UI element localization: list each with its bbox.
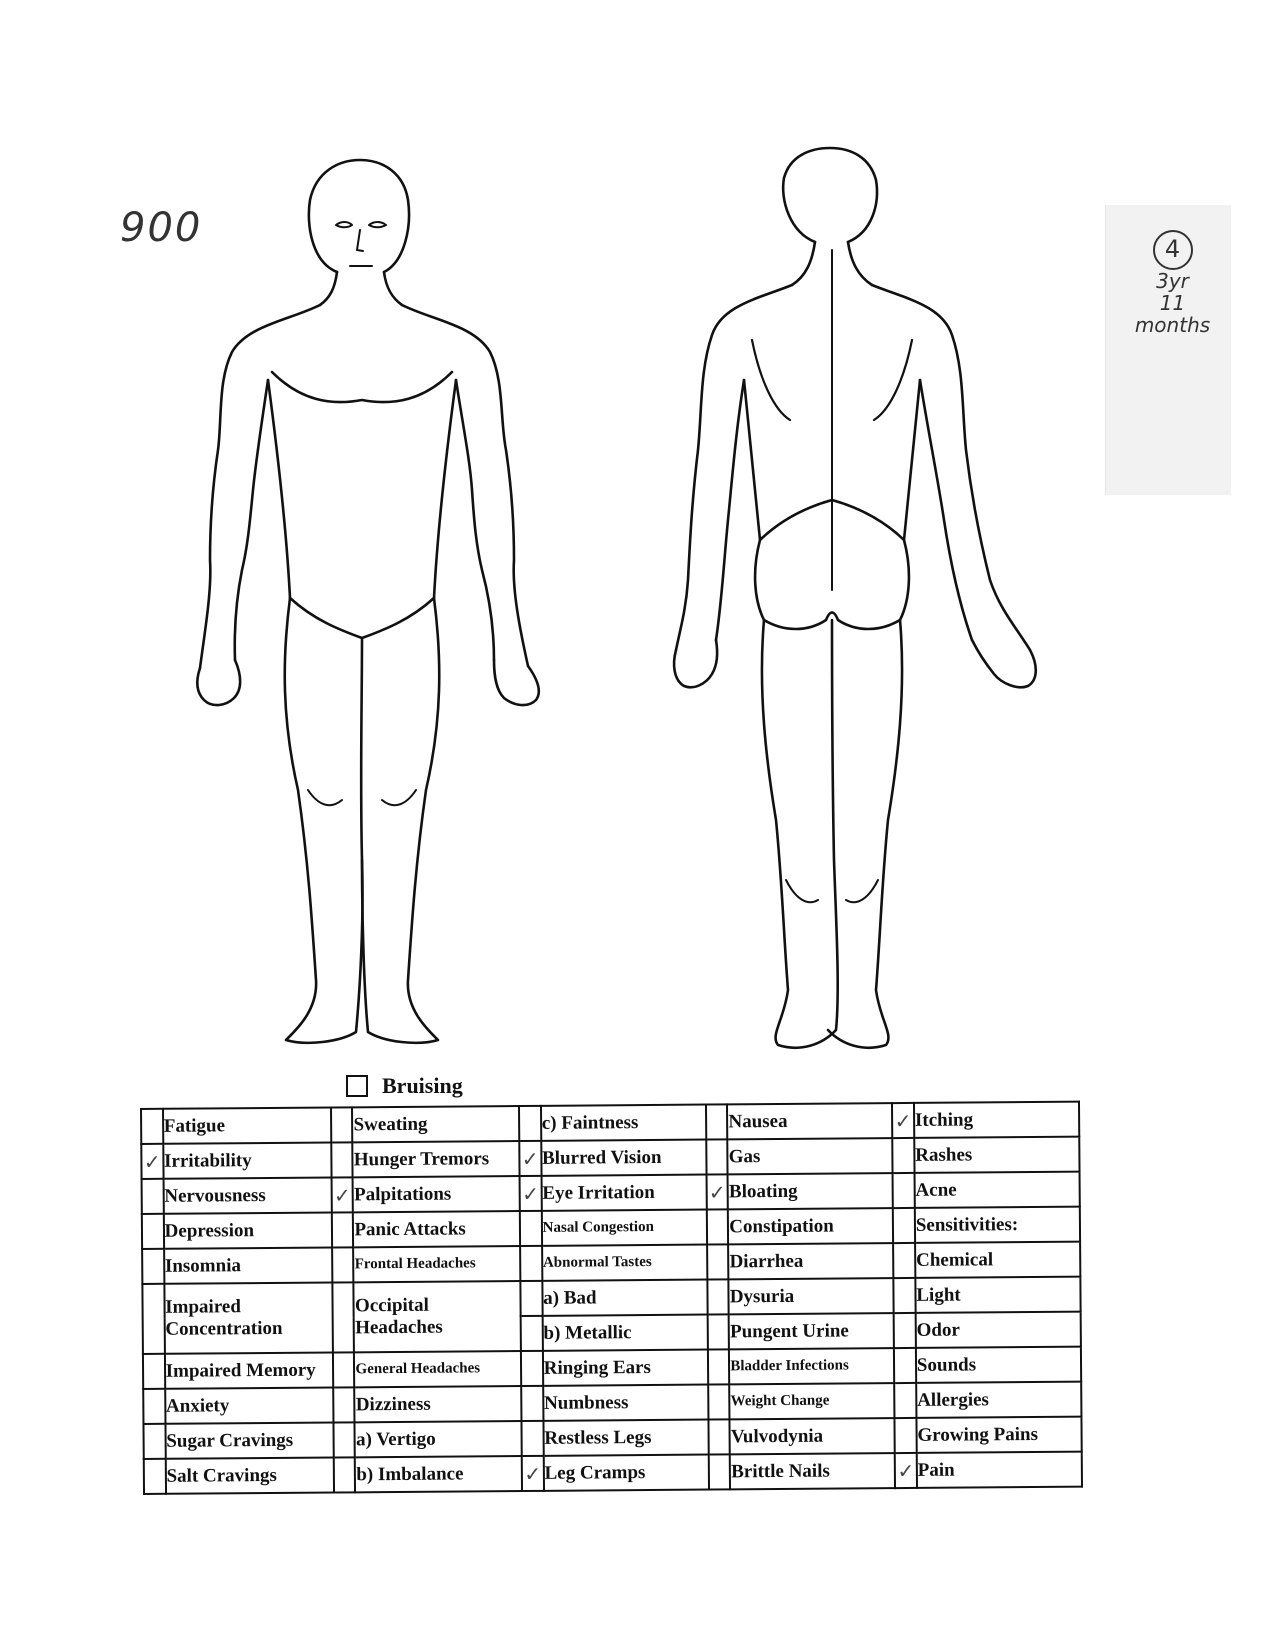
symptom-label: a) Bad [542,1280,707,1316]
symptom-label: Bloating [728,1173,893,1209]
front-left-inner-arm [235,380,268,660]
back-calves [786,880,878,902]
back-right-hand [972,640,1036,687]
symptoms-checklist-table [140,1101,1083,1495]
back-neck-left [792,242,815,285]
front-chest-line [272,372,452,402]
symptom-label: Acne [914,1172,1079,1208]
symptom-label: Dysuria [729,1278,894,1314]
symptom-label: Growing Pains [916,1417,1081,1453]
symptom-label: Impaired Memory [165,1352,333,1388]
checkbox-cell[interactable] [521,1316,543,1351]
checkbox-cell[interactable] [708,1349,730,1384]
front-right-leg [362,598,439,1043]
symptom-label: Vulvodynia [730,1418,895,1454]
front-left-shoulder-arm [200,305,320,668]
symptom-label: Anxiety [165,1387,333,1423]
symptom-label: Nausea [727,1103,892,1139]
side-note-line-1: 3yr [1156,269,1189,293]
checkbox-cell[interactable]: ✓ [522,1456,544,1491]
checkbox-cell[interactable] [707,1279,729,1314]
checkbox-cell[interactable] [142,1214,164,1249]
front-head [309,160,409,272]
circled-number: 4 [1153,230,1193,270]
bruising-option[interactable] [346,1073,463,1099]
symptom-label: Fatigue [163,1108,331,1144]
symptom-label: b) Imbalance [355,1456,522,1492]
checkbox-cell[interactable] [706,1209,728,1244]
checkbox-cell[interactable] [894,1313,916,1348]
symptom-label: Nervousness [163,1177,331,1213]
back-head [783,148,877,242]
checkbox-cell[interactable] [144,1459,166,1494]
symptom-label: b) Metallic [542,1315,707,1351]
symptom-label: Blurred Vision [541,1140,706,1176]
symptom-label: Numbness [543,1385,708,1421]
symptom-label: Sweating [352,1106,519,1142]
checkbox-cell[interactable] [522,1421,544,1456]
handwritten-number: 900 [120,205,203,251]
checkbox-cell[interactable] [143,1424,165,1459]
symptom-label: Salt Cravings [165,1457,333,1493]
symptom-label: Eye Irritation [541,1175,706,1211]
front-right-shoulder-arm [402,305,528,666]
checkbox-cell[interactable] [332,1282,354,1352]
checkbox-cell[interactable] [141,1109,163,1144]
checkbox-cell[interactable]: ✓ [520,1176,542,1211]
symptom-label: Bladder Infections [729,1348,894,1384]
table-row [144,1452,1082,1494]
checkbox-cell[interactable] [142,1179,164,1214]
symptom-label: Insomnia [164,1247,332,1283]
checkbox-cell[interactable] [521,1351,543,1386]
symptom-label: Ringing Ears [543,1350,708,1386]
checkbox-cell[interactable]: ✓ [892,1103,914,1138]
checkbox-cell[interactable] [332,1212,354,1247]
checkbox-cell[interactable]: ✓ [519,1141,541,1176]
checkbox-cell[interactable] [331,1107,353,1142]
checkbox-cell[interactable] [331,1142,353,1177]
checkbox-cell[interactable] [892,1138,914,1173]
symptom-label: Restless Legs [543,1420,708,1456]
checkbox-cell[interactable] [332,1247,354,1282]
symptom-label: Constipation [728,1208,893,1244]
symptom-label: Frontal Headaches [354,1246,521,1282]
checkbox-cell[interactable] [520,1211,542,1246]
front-groin [290,598,434,638]
checkbox-cell[interactable] [334,1457,356,1492]
symptom-label: Odor [915,1312,1080,1348]
checkbox-cell[interactable] [333,1352,355,1387]
symptom-label: Brittle Nails [730,1453,895,1489]
back-body-figure[interactable] [674,148,1036,1048]
symptom-label: Allergies [916,1382,1081,1418]
symptom-label: Sounds [916,1347,1081,1383]
checkbox-cell[interactable]: ✓ [141,1144,163,1179]
symptom-label: Sensitivities: [915,1207,1080,1243]
checkbox-cell[interactable] [708,1384,730,1419]
front-eyes [336,222,386,227]
checkbox-cell[interactable] [706,1139,728,1174]
checkbox-cell[interactable] [143,1354,165,1389]
checkbox-cell[interactable] [520,1246,542,1281]
back-torso-left [744,380,760,540]
checkbox-cell[interactable] [893,1208,915,1243]
checkbox-cell[interactable] [707,1244,729,1279]
checkbox-cell[interactable] [895,1418,917,1453]
checkbox-cell[interactable] [142,1249,164,1284]
back-torso-right [904,380,920,540]
checkbox-cell[interactable] [520,1281,542,1316]
symptom-label: Hunger Tremors [353,1141,520,1177]
checkbox-cell[interactable] [519,1106,541,1141]
back-right-shoulder-arm [872,285,1030,650]
checkbox-cell[interactable] [707,1314,729,1349]
front-body-figure[interactable] [197,160,538,1043]
symptom-label: Diarrhea [728,1243,893,1279]
symptom-label: c) Faintness [541,1105,706,1141]
front-nose-mouth [350,230,372,266]
checkbox-cell[interactable] [894,1278,916,1313]
back-left-leg [762,620,838,1048]
symptom-label: Gas [728,1138,893,1174]
checkbox-cell[interactable]: ✓ [331,1177,353,1212]
front-left-hand [197,660,240,705]
symptom-label: Sugar Cravings [165,1422,333,1458]
checkbox-cell[interactable] [708,1454,730,1489]
back-right-leg [828,620,902,1048]
symptom-label: Impaired Concentration [164,1282,333,1353]
checkbox-cell[interactable] [333,1387,355,1422]
symptom-label: General Headaches [354,1351,521,1387]
checkbox-cell[interactable] [333,1422,355,1457]
checkbox-cell[interactable] [894,1348,916,1383]
checkbox-cell[interactable] [521,1386,543,1421]
checkbox-cell[interactable] [893,1243,915,1278]
back-left-inner-arm [716,380,744,640]
checkbox-cell[interactable]: ✓ [895,1453,917,1488]
checkbox-cell[interactable] [708,1419,730,1454]
symptom-label: Panic Attacks [353,1211,520,1247]
symptom-label: Palpitations [353,1176,520,1212]
symptom-label: a) Vertigo [355,1421,522,1457]
symptom-label: Leg Cramps [543,1455,708,1491]
symptom-label: Rashes [914,1137,1079,1173]
front-torso-left [268,380,290,598]
back-left-hand [674,640,717,687]
symptom-label: Pain [917,1452,1082,1488]
checkbox-cell[interactable] [894,1383,916,1418]
symptom-label: Chemical [915,1242,1080,1278]
back-neck-right [848,242,872,285]
symptom-label: Light [915,1277,1080,1313]
symptom-label: Irritability [163,1143,331,1179]
front-torso-right [434,380,456,598]
checkbox-cell[interactable] [706,1104,728,1139]
bruising-label: Bruising [382,1073,463,1098]
front-neck-left [320,272,337,305]
symptom-label: Pungent Urine [729,1313,894,1349]
checkbox-cell[interactable] [143,1389,165,1424]
symptom-label: Dizziness [355,1386,522,1422]
symptom-label: Itching [914,1102,1079,1138]
symptom-label: Abnormal Tastes [542,1245,707,1281]
front-neck-right [384,272,402,305]
checkbox-cell[interactable]: ✓ [706,1174,728,1209]
symptom-label: Depression [163,1212,331,1248]
symptom-label: Occipital Headaches [354,1281,521,1352]
front-right-hand [494,660,539,705]
front-left-leg [285,598,363,1043]
side-note-line-2: 11 months [1134,291,1211,337]
checkbox-cell[interactable] [142,1284,164,1354]
bruising-checkbox[interactable] [346,1075,368,1097]
front-right-inner-arm [456,380,494,660]
checkbox-cell[interactable] [893,1173,915,1208]
symptom-label: Weight Change [729,1383,894,1419]
symptom-label: Nasal Congestion [542,1210,707,1246]
